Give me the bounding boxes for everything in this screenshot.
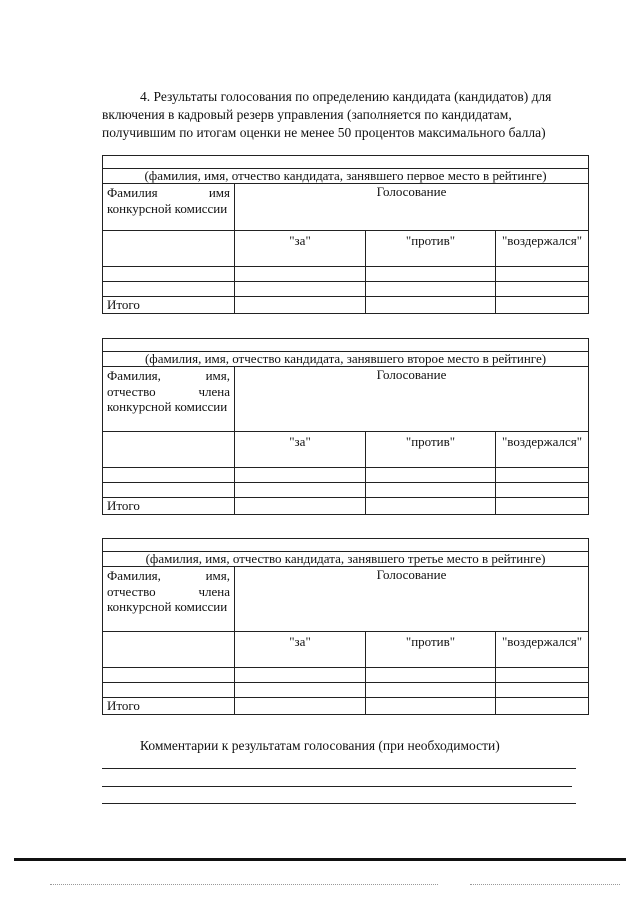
table-row [103, 267, 589, 282]
table-row [103, 468, 589, 483]
voting-table-first-place [102, 155, 588, 314]
section-heading [102, 88, 580, 142]
voting-header: Голосование [235, 367, 589, 432]
voting-table-second-place [102, 338, 588, 515]
vote-against-header: "против" [366, 231, 496, 267]
section-heading-line-3: получившим по итогам оценки не менее 50 процентов максимального балла) [102, 125, 546, 140]
voting-table-third-place [102, 538, 588, 715]
scan-artifact [50, 884, 438, 885]
vote-against-header: "против" [366, 432, 496, 468]
total-label: Итого [103, 297, 235, 314]
member-name-cell[interactable] [103, 632, 235, 668]
member-header: Фамилия, имя, отчество члена конкурсной комиссии [103, 567, 235, 632]
member-header: Фамилия имя конкурсной комиссии [103, 184, 235, 231]
member-name-cell[interactable] [103, 231, 235, 267]
candidate-name-cell[interactable] [103, 539, 589, 552]
vote-against-header: "против" [366, 632, 496, 668]
vote-for-header: "за" [235, 632, 366, 668]
vote-abstain-header: "воздержался" [496, 432, 589, 468]
candidate-name-cell[interactable] [103, 339, 589, 352]
vote-abstain-header: "воздержался" [496, 231, 589, 267]
member-name-cell[interactable] [103, 432, 235, 468]
vote-abstain-header: "воздержался" [496, 632, 589, 668]
voting-header: Голосование [235, 567, 589, 632]
voting-header: Голосование [235, 184, 589, 231]
comments-label: Комментарии к результатам голосования (при необходимости) [140, 738, 500, 753]
comment-line[interactable] [102, 768, 576, 769]
candidate-caption: (фамилия, имя, отчество кандидата, занявшего второе место в рейтинге) [103, 352, 589, 367]
vote-for-header: "за" [235, 432, 366, 468]
table-row [103, 683, 589, 698]
candidate-name-cell[interactable] [103, 156, 589, 169]
section-heading-line-1: 4. Результаты голосования по определению кандидата (кандидатов) для [140, 89, 552, 104]
table-row [103, 668, 589, 683]
table-row [103, 483, 589, 498]
candidate-caption: (фамилия, имя, отчество кандидата, занявшего первое место в рейтинге) [103, 169, 589, 184]
vote-for-header: "за" [235, 231, 366, 267]
member-header: Фамилия, имя, отчество члена конкурсной комиссии [103, 367, 235, 432]
section-heading-line-2: включения в кадровый резерв управления (заполняется по кандидатам, [102, 107, 512, 122]
total-label: Итого [103, 698, 235, 715]
page-bottom-rule [14, 858, 626, 861]
scan-artifact [470, 884, 620, 885]
table-row [103, 282, 589, 297]
comment-line[interactable] [102, 803, 576, 804]
total-label: Итого [103, 498, 235, 515]
candidate-caption: (фамилия, имя, отчество кандидата, занявшего третье место в рейтинге) [103, 552, 589, 567]
comment-line[interactable] [102, 786, 572, 787]
